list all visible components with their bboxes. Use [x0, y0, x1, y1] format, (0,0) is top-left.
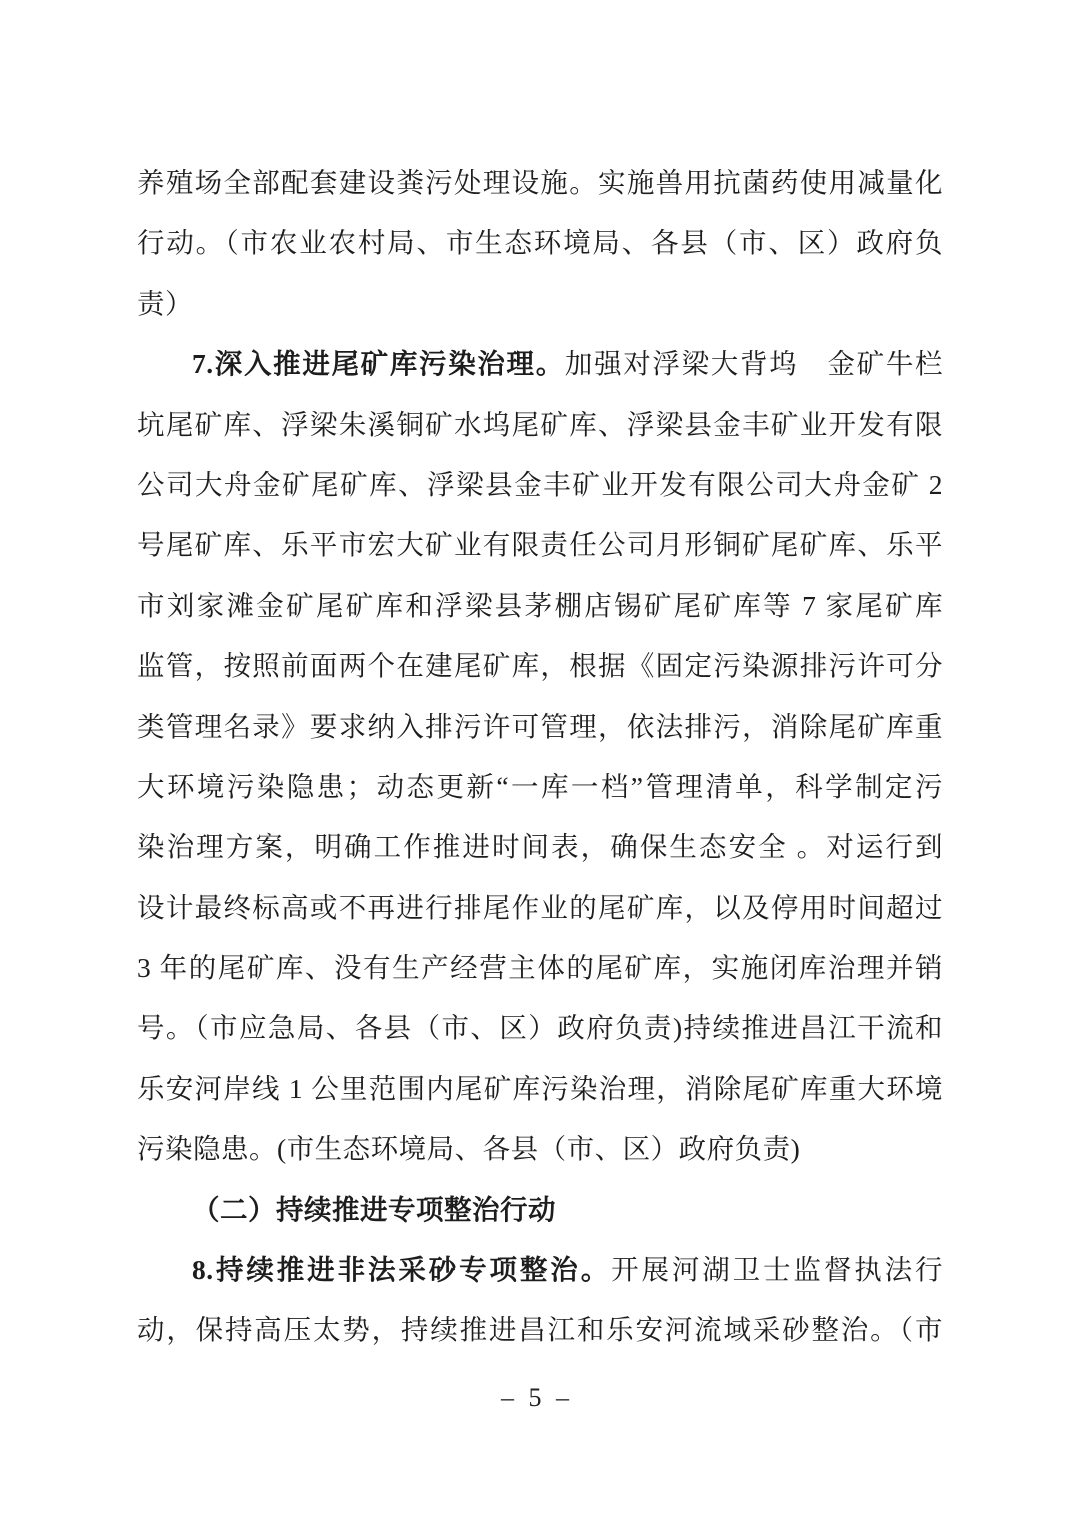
- line-text-segment: 染治理方案，明确工作推进时间表，确保生态安全 。对运行到: [137, 831, 943, 863]
- text-line-5: [137, 395, 943, 455]
- text-line-1: [137, 153, 943, 213]
- text-line-10: [137, 697, 943, 757]
- line-text-segment: 养殖场全部配套建设粪污处理设施。实施兽用抗菌药使用减量化: [137, 167, 943, 198]
- line-text-segment: 污染隐患。(市生态环境局、各县（市、区）政府负责): [137, 1133, 801, 1165]
- line-bold-segment: 7.深入推进尾矿库污染治理。: [192, 348, 565, 380]
- text-line-2: [137, 213, 943, 273]
- text-line-19-item-8-heading: [137, 1240, 943, 1300]
- line-bold-segment: （二）持续推进专项整治行动: [192, 1193, 556, 1225]
- text-line-8: [137, 576, 943, 636]
- text-line-9: [137, 636, 943, 696]
- page-number: – 5 –: [501, 1383, 573, 1412]
- text-line-11: [137, 757, 943, 817]
- line-text-segment: 设计最终标高或不再进行排尾作业的尾矿库，以及停用时间超过: [137, 891, 943, 923]
- line-text-segment: 乐安河岸线 1 公里范围内尾矿库污染治理，消除尾矿库重大环境: [137, 1072, 943, 1104]
- text-line-6: [137, 455, 943, 515]
- text-line-18-section-2-heading: [137, 1180, 943, 1240]
- line-text-segment: 公司大舟金矿尾矿库、浮梁县金丰矿业开发有限公司大舟金矿 2: [137, 468, 943, 500]
- line-text-segment: 加强对浮梁大背坞 金矿牛栏: [564, 348, 943, 380]
- line-bold-segment: 8.持续推进非法采砂专项整治。: [192, 1254, 612, 1286]
- line-text-segment: 市刘家滩金矿尾矿库和浮梁县茅棚店锡矿尾矿库等 7 家尾矿库: [137, 589, 943, 621]
- line-text-segment: 责）: [137, 287, 193, 319]
- line-text-segment: 类管理名录》要求纳入排污许可管理，依法排污，消除尾矿库重: [137, 710, 943, 742]
- text-line-7: [137, 515, 943, 575]
- line-text-segment: 3 年的尾矿库、没有生产经营主体的尾矿库，实施闭库治理并销: [137, 952, 943, 984]
- text-line-15: [137, 998, 943, 1058]
- document-text-body: [137, 153, 943, 1361]
- line-text-segment: 监管，按照前面两个在建尾矿库，根据《固定污染源排污许可分: [137, 650, 943, 682]
- line-text-segment: 开展河湖卫士监督执法行: [611, 1254, 943, 1286]
- text-line-12: [137, 817, 943, 877]
- text-line-4-item-7-heading: [137, 334, 943, 394]
- line-text-segment: 号尾矿库、乐平市宏大矿业有限责任公司月形铜矿尾矿库、乐平: [137, 529, 943, 561]
- text-line-3: [137, 274, 943, 334]
- text-line-14: [137, 938, 943, 998]
- text-line-20: [137, 1300, 943, 1360]
- line-text-segment: 号。（市应急局、各县（市、区）政府负责)持续推进昌江干流和: [137, 1012, 943, 1044]
- line-text-segment: 坑尾矿库、浮梁朱溪铜矿水坞尾矿库、浮梁县金丰矿业开发有限: [137, 408, 943, 440]
- text-line-13: [137, 878, 943, 938]
- line-text-segment: 行动。（市农业农村局、市生态环境局、各县（市、区）政府负: [137, 227, 943, 259]
- text-line-17: [137, 1119, 943, 1179]
- line-text-segment: 动，保持高压太势，持续推进昌江和乐安河流域采砂整治。（市: [137, 1314, 943, 1346]
- text-line-16: [137, 1059, 943, 1119]
- line-text-segment: 大环境污染隐患；动态更新“一库一档”管理清单，科学制定污: [137, 770, 943, 802]
